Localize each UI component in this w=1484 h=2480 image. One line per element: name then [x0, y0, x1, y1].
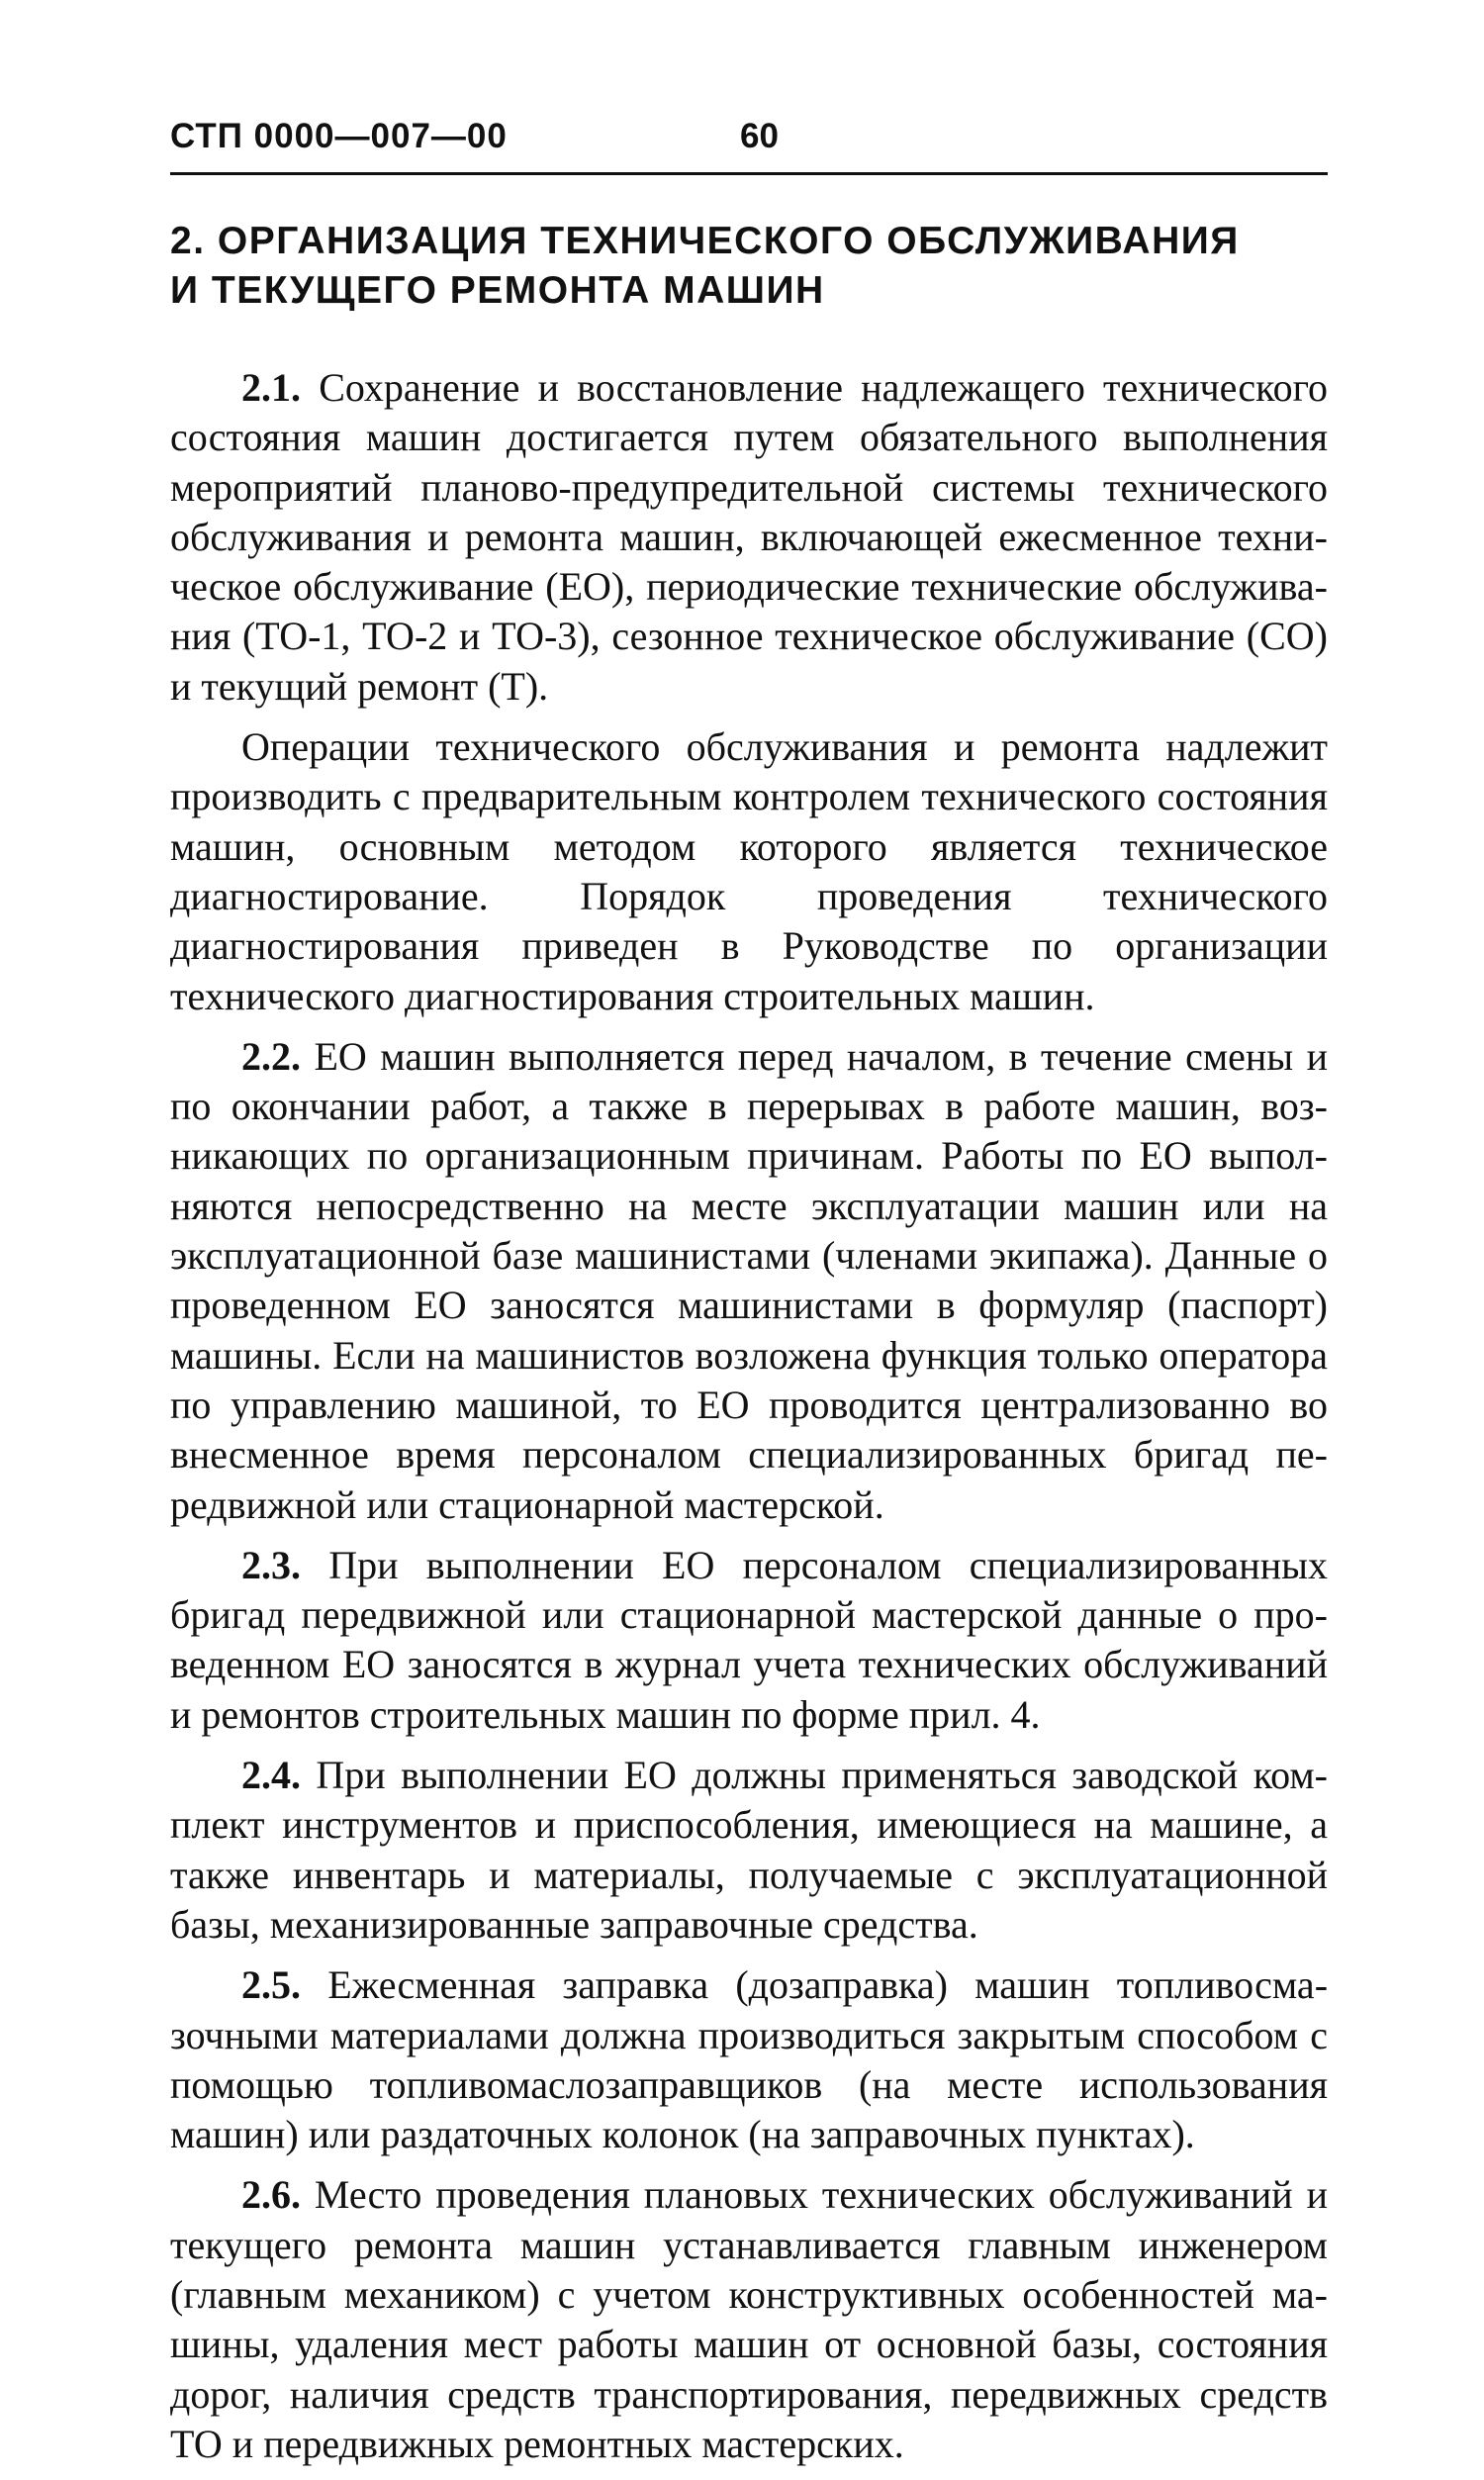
paragraph-text: Сохранение и восстановление надлежащего технического состояния машин достигается путем обязательного выполнения мероприятий планово-предупредительной системы технического обслуживания и ремонта машин, включающей ежесменное техническое обслуживание (ЕО), периодические технические обслуживания (ТО-1, ТО-2 и ТО-3), сезонное техническое обслуживание (СО) и текущий ремонт (Т). [170, 365, 1328, 709]
paragraph-2-2 [170, 1032, 1328, 1530]
page-number: 60 [740, 117, 779, 155]
paragraph-2-4 [170, 1751, 1328, 1950]
section-title-line-2: И ТЕКУЩЕГО РЕМОНТА МАШИН [170, 269, 825, 312]
paragraph-number: 2.4. [241, 1753, 301, 1798]
paragraph-text: Ежесменная заправка (дозаправка) машин топливосмазочными материалами должна производиться закрытым способом с помощью топливомаслозаправщиков (на месте использования машин) или раздаточных колонок (на заправочных пунктах). [170, 1962, 1329, 2157]
section-title [170, 217, 1328, 316]
paragraph-2-6 [170, 2170, 1328, 2469]
paragraph-text: Операции технического обслуживания и ремонта надлежит производить с предварительным контролем технического состояния машин, основным методом которого является техническое диагностирование. Порядок проведения технического диагностирования приведен в Руководстве по организации технического диагностирования строительных машин. [170, 724, 1328, 1018]
paragraph-2-5 [170, 1960, 1328, 2159]
document-page [170, 109, 1328, 2480]
paragraph-number: 2.2. [241, 1033, 301, 1079]
paragraph-text: При выполнении ЕО должны применяться заводской комплект инструментов и приспособления, имеющиеся на машине, а также инвентарь и материалы, получаемые с эксплуатационной базы, механизированные заправочные средства. [170, 1753, 1328, 1947]
paragraph-2-1 [170, 363, 1328, 712]
paragraph-text: ЕО машин выполняется перед началом, в течение смены и по окончании работ, а также в перерывах в работе машин, возникающих по организационным причинам. Работы по ЕО выполняются непосредственно на месте эксплуатации машин или на эксплуатационной базе машинистами (членами экипажа). Данные о проведенном ЕО заносятся машинистами в формуляр (паспорт) машины. Если на машинистов возложена функция только оператора по управлению машиной, то ЕО проводится централизованно во внесменное время персоналом специализированных бригад передвижной или стационарной мастерской. [170, 1033, 1329, 1527]
page-header [170, 109, 1328, 175]
paragraph-number: 2.6. [241, 2172, 301, 2218]
paragraph-number: 2.3. [241, 1542, 301, 1587]
paragraph-2-3 [170, 1541, 1328, 1740]
paragraph-text: При выполнении ЕО персоналом специализированных бригад передвижной или стационарной мастерской данные о проведенном ЕО заносятся в журнал учета технических обслуживаний и ремонтов строительных машин по форме прил. 4. [170, 1542, 1328, 1737]
document-code: СТП 0000—007—00 [170, 117, 508, 155]
paragraph-number: 2.5. [241, 1962, 301, 2008]
section-title-line-1: 2. ОРГАНИЗАЦИЯ ТЕХНИЧЕСКОГО ОБСЛУЖИВАНИЯ [170, 220, 1240, 262]
paragraph-number: 2.1. [241, 365, 301, 410]
paragraph-text: Место проведения плановых технических обслуживаний и текущего ремонта машин устанавливается главным инженером (главным механиком) с учетом конструктивных особенностей машины, удаления мест работы машин от основной базы, состояния дорог, наличия средств транспортирования, передвижных средств ТО и передвижных ремонтных мастерских. [170, 2172, 1329, 2466]
paragraph-2-1-continued [170, 722, 1328, 1021]
